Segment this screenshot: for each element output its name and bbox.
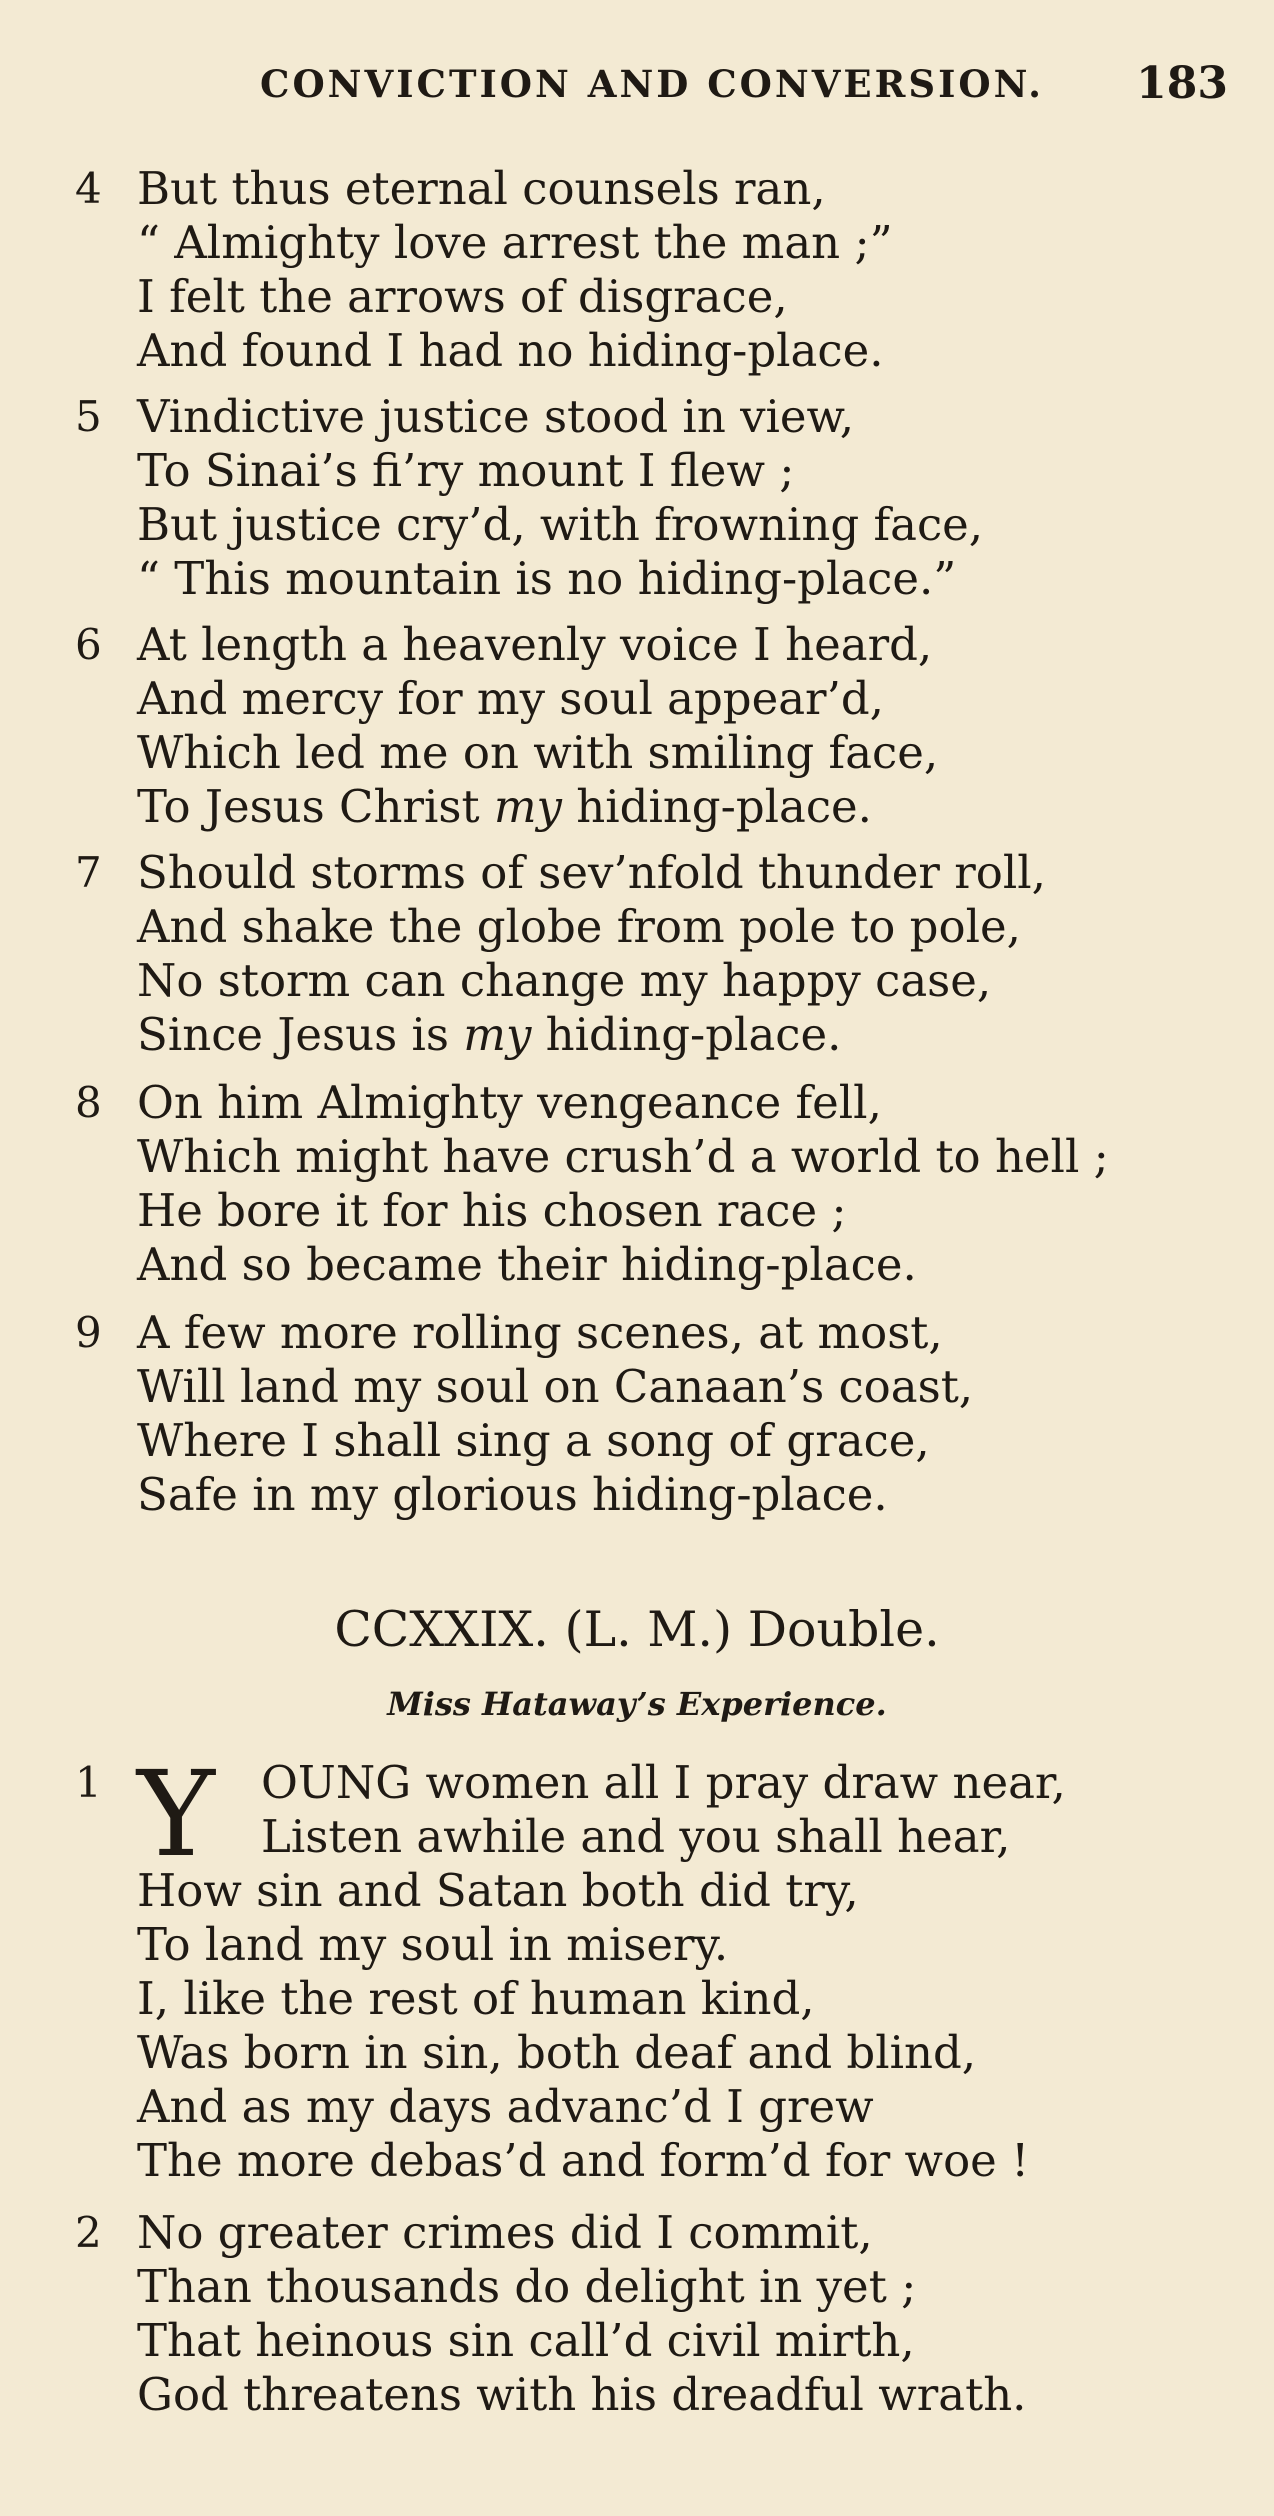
stanza-number: 4	[75, 164, 102, 213]
verse-line: Vindictive justice stood in view,	[137, 390, 855, 443]
verse-line: And shake the globe from pole to pole,	[137, 900, 1021, 953]
verse-line: How sin and Satan both did try,	[137, 1864, 859, 1917]
stanza-number: 1	[75, 1758, 102, 1807]
page-header	[260, 58, 1228, 122]
verse-line: Since Jesus is my hiding-place.	[137, 1008, 842, 1061]
verse-line: “ This mountain is no hiding-place.”	[137, 552, 957, 605]
verse-line: I felt the arrows of disgrace,	[137, 270, 788, 323]
verse-line: And so became their hiding-place.	[137, 1238, 917, 1291]
verse-line: Was born in sin, both deaf and blind,	[137, 2026, 977, 2079]
verse-line: “ Almighty love arrest the man ;”	[137, 216, 893, 269]
verse-line: Which led me on with smiling face,	[137, 726, 939, 779]
verse-line: Which might have crush’d a world to hell ;	[137, 1130, 1109, 1183]
verse-line: No greater crimes did I commit,	[137, 2206, 873, 2259]
stanza-number: 6	[75, 620, 102, 669]
verse-line: Listen awhile and you shall hear,	[261, 1810, 1011, 1863]
verse-line: And as my days advanc’d I grew	[137, 2080, 874, 2133]
verse-line: At length a heavenly voice I heard,	[137, 618, 933, 671]
hymn-heading: CCXXIX. (L. M.) Double.	[334, 1601, 940, 1658]
verse-line: The more debas’d and form’d for woe !	[137, 2134, 1030, 2187]
verse-line: Will land my soul on Canaan’s coast,	[137, 1360, 974, 1413]
verse-line: And mercy for my soul appear’d,	[137, 672, 884, 725]
verse-line: OUNG women all I pray draw near,	[261, 1756, 1066, 1809]
verse-line: A few more rolling scenes, at most,	[137, 1306, 943, 1359]
running-title: CONVICTION AND CONVERSION.	[260, 62, 1044, 106]
verse-line: He bore it for his chosen race ;	[137, 1184, 847, 1237]
verse-line: But justice cry’d, with frowning face,	[137, 498, 984, 551]
verse-line: And found I had no hiding-place.	[137, 324, 884, 377]
verse-line: I, like the rest of human kind,	[137, 1972, 815, 2025]
verse-line: To land my soul in misery.	[137, 1918, 729, 1971]
stanza-number: 7	[75, 848, 102, 897]
stanza-number: 2	[75, 2208, 102, 2257]
verse-line: Should storms of sev’nfold thunder roll,	[137, 846, 1046, 899]
verse-line: No storm can change my happy case,	[137, 954, 992, 1007]
verse-line: Than thousands do delight in yet ;	[137, 2260, 917, 2313]
verse-line: That heinous sin call’d civil mirth,	[137, 2314, 915, 2367]
verse-line: On him Almighty vengeance fell,	[137, 1076, 882, 1129]
stanza-number: 8	[75, 1078, 102, 1127]
verse-line: To Jesus Christ my hiding-place.	[137, 780, 872, 833]
stanza-number: 9	[75, 1308, 102, 1357]
verse-line: But thus eternal counsels ran,	[137, 162, 826, 215]
stanza-number: 5	[75, 392, 102, 441]
verse-line: Where I shall sing a song of grace,	[137, 1414, 930, 1467]
page-number: 183	[1136, 58, 1228, 109]
verse-line: God threatens with his dreadful wrath.	[137, 2368, 1027, 2421]
hymn-subtitle: Miss Hataway’s Experience.	[387, 1685, 887, 1723]
verse-line: To Sinai’s fi’ry mount I flew ;	[137, 444, 795, 497]
verse-line: Safe in my glorious hiding-place.	[137, 1468, 888, 1521]
drop-cap: Y	[137, 1745, 215, 1883]
